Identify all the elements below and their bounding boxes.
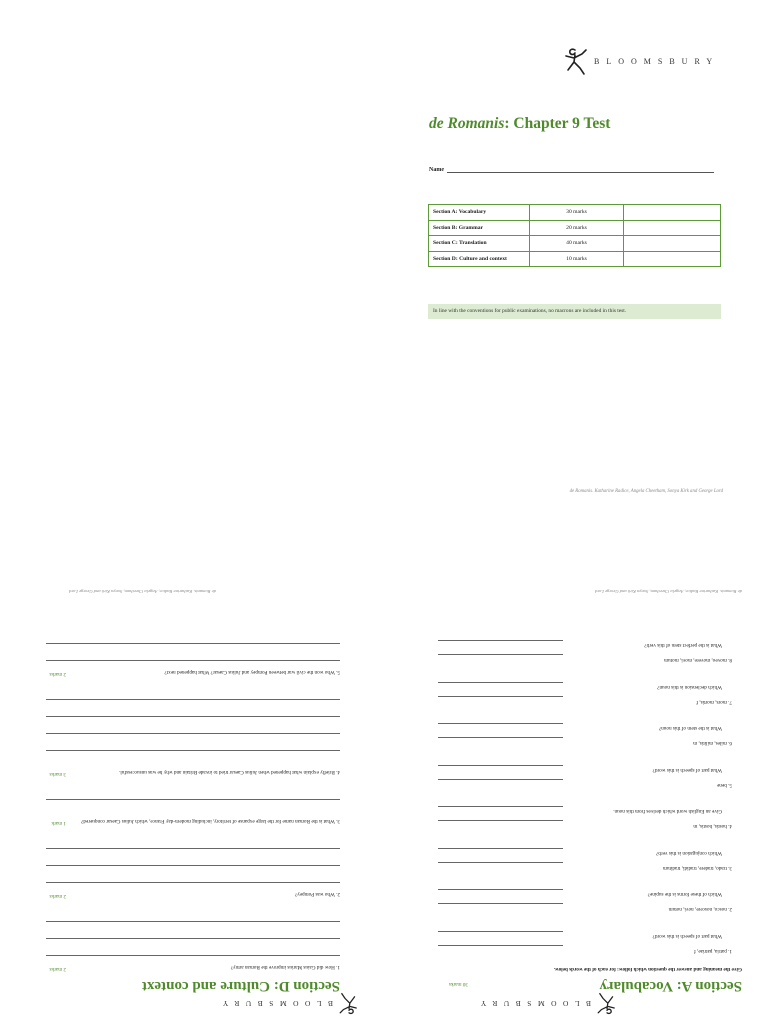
macron-notice: In line with the conventions for public examinations, no macrons are included in this test. [428, 304, 721, 319]
question-marks: 2 marks [49, 966, 66, 972]
meaning-answer-line[interactable] [438, 945, 563, 946]
meaning-answer-line[interactable] [438, 655, 563, 656]
question-answer-line[interactable] [438, 931, 563, 932]
culture-question: 5. Who won the civil war between Pompey and Julius Caesar? What happened next? [164, 669, 340, 675]
vocab-question: Which conjugation is this verb? [656, 850, 722, 856]
leaping-figure-icon [338, 992, 360, 1016]
vocab-word: 5. bene [717, 782, 732, 788]
section-label: Section B: Grammar [429, 220, 530, 236]
section-a-marks: 30 marks [448, 981, 468, 987]
name-answer-line[interactable] [447, 167, 714, 173]
vocab-question: What is the stem of this noun? [658, 725, 722, 732]
score-cell[interactable] [624, 251, 721, 267]
score-cell[interactable] [624, 236, 721, 252]
cover-credit: de Romanis. Katharine Radice, Angela Cheetham, Sonya Kirk and George Lord [569, 489, 723, 494]
section-d-heading: Section D: Culture and context [141, 978, 340, 994]
title-italic: de Romanis [429, 115, 505, 132]
bloomsbury-logo [216, 992, 360, 1016]
question-answer-line[interactable] [438, 724, 563, 725]
section-marks: 40 marks [530, 236, 624, 252]
bloomsbury-wordmark: BLOOMSBURY [216, 999, 333, 1009]
question-answer-line[interactable] [438, 641, 563, 642]
name-field-row [429, 167, 714, 173]
question-marks: 1 mark [51, 820, 66, 826]
answer-line[interactable] [46, 865, 340, 866]
answer-line[interactable] [46, 733, 340, 734]
answer-line[interactable] [46, 938, 340, 939]
culture-question: 1. How did Gaius Marius improve the Roman army? [230, 964, 340, 970]
question-answer-line[interactable] [438, 890, 563, 891]
section-label: Section D: Culture and context [429, 251, 530, 267]
answer-line[interactable] [46, 882, 340, 883]
title-rest: : Chapter 9 Test [504, 115, 611, 132]
vocab-word: 7. mors, mortis, f [696, 699, 732, 705]
section-a-instruction: Give the meaning and answer the question which follow: for each of the words below. [553, 966, 742, 972]
vocab-question: Give an English word which derives from this noun. [613, 808, 722, 815]
answer-line[interactable] [46, 799, 340, 800]
leaping-figure-icon [596, 992, 618, 1016]
meaning-answer-line[interactable] [438, 779, 563, 780]
meaning-answer-line[interactable] [438, 821, 563, 822]
culture-question: 4. Briefly explain what happened when Julius Caesar tried to invade Britain and why he was unsuccessful. [119, 769, 340, 775]
section-a-credit: de Romanis. Katharine Radice, Angela Cheetham, Sonya Kirk and George Lord [595, 589, 742, 594]
score-cell[interactable] [624, 205, 721, 221]
meaning-answer-line[interactable] [438, 862, 563, 863]
question-marks: 3 marks [49, 771, 66, 777]
score-cell[interactable] [624, 220, 721, 236]
culture-question: 3. What is the Roman name for the large expanse of territory, including modern-day France, which Julius Caesar conquered? [81, 818, 340, 824]
table-row [429, 205, 721, 221]
bloomsbury-logo [562, 46, 719, 76]
bloomsbury-wordmark: BLOOMSBURY [594, 56, 720, 66]
vocab-question: What is the perfect stem of this verb? [644, 642, 722, 649]
vocab-word: 2. nosco, noscere, novi, notum [668, 906, 732, 913]
vocab-word: 3. trado, tradere, tradidi, traditum [662, 865, 732, 871]
question-marks: 2 marks [49, 893, 66, 899]
vocab-word: 8. moveo, movere, movi, motum [663, 657, 732, 664]
section-marks: 30 marks [530, 205, 624, 221]
section-label: Section A: Vocabulary [429, 205, 530, 221]
meaning-answer-line[interactable] [438, 738, 563, 739]
meaning-answer-line[interactable] [438, 696, 563, 697]
answer-line[interactable] [46, 848, 340, 849]
bloomsbury-logo [474, 992, 618, 1016]
vocab-word: 1. patria, patriae, f [693, 948, 732, 954]
question-answer-line[interactable] [438, 682, 563, 683]
answer-line[interactable] [46, 699, 340, 700]
question-answer-line[interactable] [438, 807, 563, 808]
question-marks: 2 marks [49, 671, 66, 677]
marks-table [428, 204, 721, 267]
section-label: Section C: Translation [429, 236, 530, 252]
test-title [429, 115, 610, 133]
vocab-word: 6. miles, militis, m [693, 740, 732, 747]
bloomsbury-wordmark: BLOOMSBURY [474, 999, 591, 1009]
answer-line[interactable] [46, 716, 340, 717]
culture-question: 2. Who was Pompey? [294, 891, 340, 897]
table-row [429, 220, 721, 236]
answer-line[interactable] [46, 643, 340, 644]
answer-line[interactable] [46, 955, 340, 956]
section-marks: 10 marks [530, 251, 624, 267]
section-d-page [0, 586, 384, 1024]
section-a-heading: Section A: Vocabulary [599, 978, 742, 994]
vocab-question: What part of speech is this word? [652, 767, 722, 773]
leaping-figure-icon [562, 46, 588, 76]
section-a-page [384, 586, 768, 1024]
answer-line[interactable] [46, 921, 340, 922]
question-answer-line[interactable] [438, 765, 563, 766]
vocab-question: Which declension is this noun? [657, 684, 722, 690]
vocab-question: What part of speech is this word? [652, 933, 722, 939]
answer-line[interactable] [46, 750, 340, 751]
vocab-question: Which of these forms is the supine? [647, 891, 722, 898]
section-marks: 20 marks [530, 220, 624, 236]
table-row [429, 251, 721, 267]
vocab-word: 4. hostis, hostis, m [693, 823, 732, 830]
meaning-answer-line[interactable] [438, 904, 563, 905]
answer-line[interactable] [46, 660, 340, 661]
section-d-credit: de Romanis. Katharine Radice, Angela Cheetham, Sonya Kirk and George Lord [69, 589, 216, 594]
name-label: Name [429, 167, 444, 173]
table-row [429, 236, 721, 252]
question-answer-line[interactable] [438, 848, 563, 849]
